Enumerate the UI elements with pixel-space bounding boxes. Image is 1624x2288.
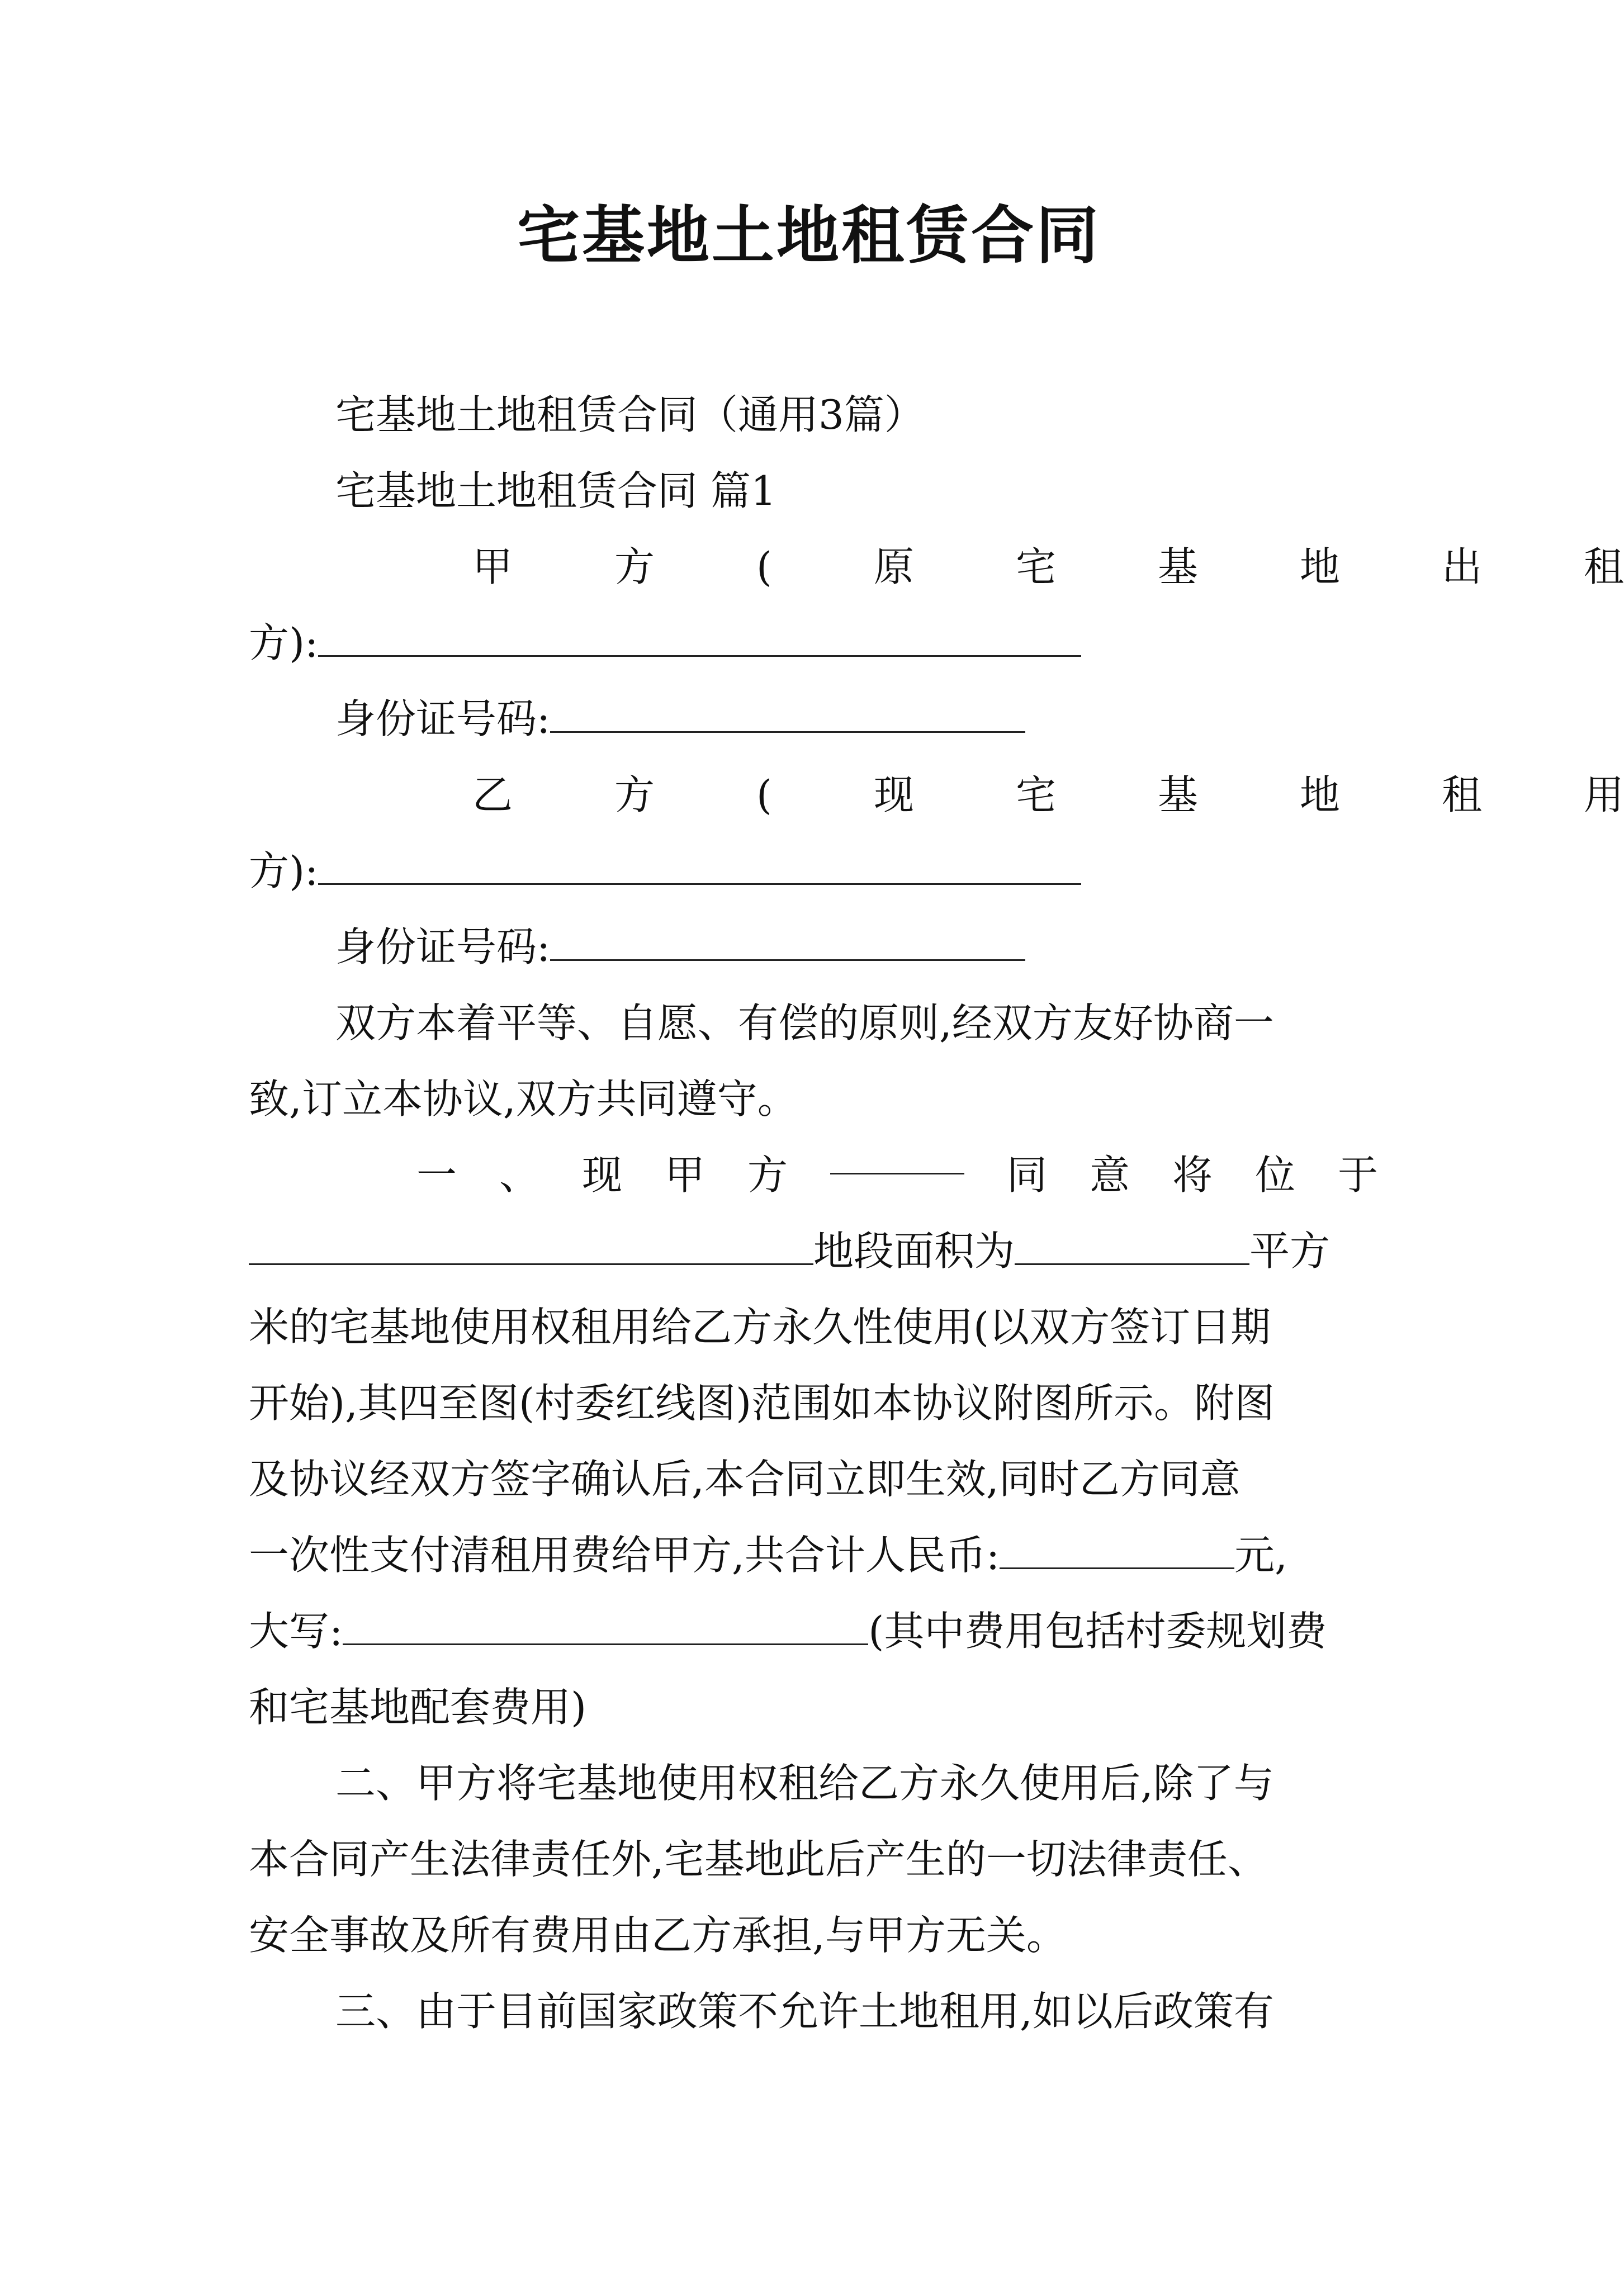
- party-b-id-line: [335, 909, 1025, 985]
- clause-1-char: 于: [1337, 1152, 1378, 1199]
- party-b-label-line: [472, 757, 1624, 833]
- party-b-id-blank[interactable]: [550, 923, 1025, 961]
- clause-1-line-7: [249, 1593, 1327, 1669]
- party-a-name-blank[interactable]: [318, 619, 1081, 657]
- party-b-char: 地: [1299, 771, 1340, 818]
- party-b-char: 基: [1158, 771, 1199, 818]
- party-a-name-line: [249, 605, 1081, 681]
- clause-1-char: 将: [1172, 1152, 1213, 1199]
- party-a-id-blank[interactable]: [550, 695, 1025, 733]
- location-blank[interactable]: [249, 1228, 813, 1265]
- clause-2-line-3: 安全事故及所有费用由乙方承担,与甲方无关。: [249, 1912, 1067, 1959]
- party-b-tail: 方):: [249, 847, 319, 894]
- party-a-char: (: [756, 543, 773, 590]
- document-body: [249, 0, 1624, 2288]
- document-title: 宅基地土地租赁合同: [517, 199, 1101, 272]
- clause-1-char: 位: [1254, 1152, 1295, 1199]
- clause-1-line-1: [416, 1137, 1378, 1213]
- intro-line: 宅基地土地租赁合同（通用3篇）: [335, 391, 925, 438]
- clause-1-line-5: 及协议经双方签字确认后,本合同立即生效,同时乙方同意: [249, 1456, 1241, 1503]
- clause-1-char: 意: [1089, 1152, 1130, 1199]
- party-a-char: 甲: [472, 543, 513, 590]
- party-b-char: 现: [874, 771, 915, 818]
- clause-1-line-3: 米的宅基地使用权租用给乙方永久性使用(以双方签订日期: [249, 1304, 1271, 1351]
- party-b-name-line: [249, 833, 1081, 909]
- party-a-char: 方: [614, 543, 655, 590]
- lessor-blank[interactable]: [830, 1137, 964, 1174]
- clause-3-line-1: 三、由于目前国家政策不允许土地租用,如以后政策有: [335, 1988, 1274, 2035]
- area-blank[interactable]: [1015, 1228, 1249, 1265]
- clause-1-line-8: 和宅基地配套费用): [249, 1684, 587, 1731]
- area-unit: 平方: [1249, 1228, 1331, 1275]
- party-a-label-line: [472, 529, 1624, 605]
- clause-1-char: 现: [582, 1152, 623, 1199]
- clause-1-line-4: 开始),其四至图(村委红线图)范围如本协议附图所示。附图: [249, 1380, 1275, 1427]
- clause-1-char: 方: [747, 1152, 788, 1199]
- section-heading: 宅基地土地租赁合同 篇1: [335, 467, 777, 514]
- amount-label: 一次性支付清租用费给甲方,共合计人民币:: [249, 1532, 1000, 1579]
- amount-unit: 元,: [1234, 1532, 1288, 1579]
- party-a-char: 地: [1299, 543, 1340, 590]
- amount-words-label: 大写:: [249, 1608, 343, 1655]
- party-b-name-blank[interactable]: [318, 847, 1081, 885]
- preamble-line-1: 双方本着平等、自愿、有偿的原则,经双方友好协商一: [335, 999, 1274, 1046]
- clause-1-char: 同: [1006, 1152, 1047, 1199]
- clause-1-char: 甲: [665, 1152, 706, 1199]
- clause-1-char: 一: [416, 1152, 457, 1199]
- party-b-char: 宅: [1016, 771, 1057, 818]
- party-a-char: 租: [1583, 543, 1624, 590]
- clause-1-char: 、: [499, 1152, 540, 1199]
- party-b-char: 用: [1583, 771, 1624, 818]
- party-a-id-line: [335, 681, 1025, 757]
- party-b-char: 租: [1441, 771, 1482, 818]
- clause-1-line-2: [249, 1213, 1330, 1289]
- party-a-char: 基: [1158, 543, 1199, 590]
- party-a-tail: 方):: [249, 619, 319, 666]
- party-b-char: 乙: [472, 771, 513, 818]
- party-a-char: 出: [1441, 543, 1482, 590]
- party-a-char: 宅: [1016, 543, 1057, 590]
- clause-2-line-1: 二、甲方将宅基地使用权租给乙方永久使用后,除了与: [335, 1760, 1274, 1807]
- amount-blank[interactable]: [1000, 1532, 1234, 1569]
- fee-note: (其中费用包括村委规划费: [868, 1608, 1327, 1655]
- clause-2-line-2: 本合同产生法律责任外,宅基地此后产生的一切法律责任、: [249, 1836, 1268, 1883]
- clause-1-line-6: [249, 1517, 1287, 1593]
- preamble-line-2: 致,订立本协议,双方共同遵守。: [249, 1076, 798, 1122]
- party-b-char: (: [756, 771, 773, 818]
- id-label: 身份证号码:: [335, 923, 551, 970]
- party-b-char: 方: [614, 771, 655, 818]
- area-label: 地段面积为: [813, 1228, 1015, 1275]
- party-a-char: 原: [874, 543, 915, 590]
- id-label: 身份证号码:: [335, 695, 551, 742]
- amount-words-blank[interactable]: [343, 1608, 868, 1645]
